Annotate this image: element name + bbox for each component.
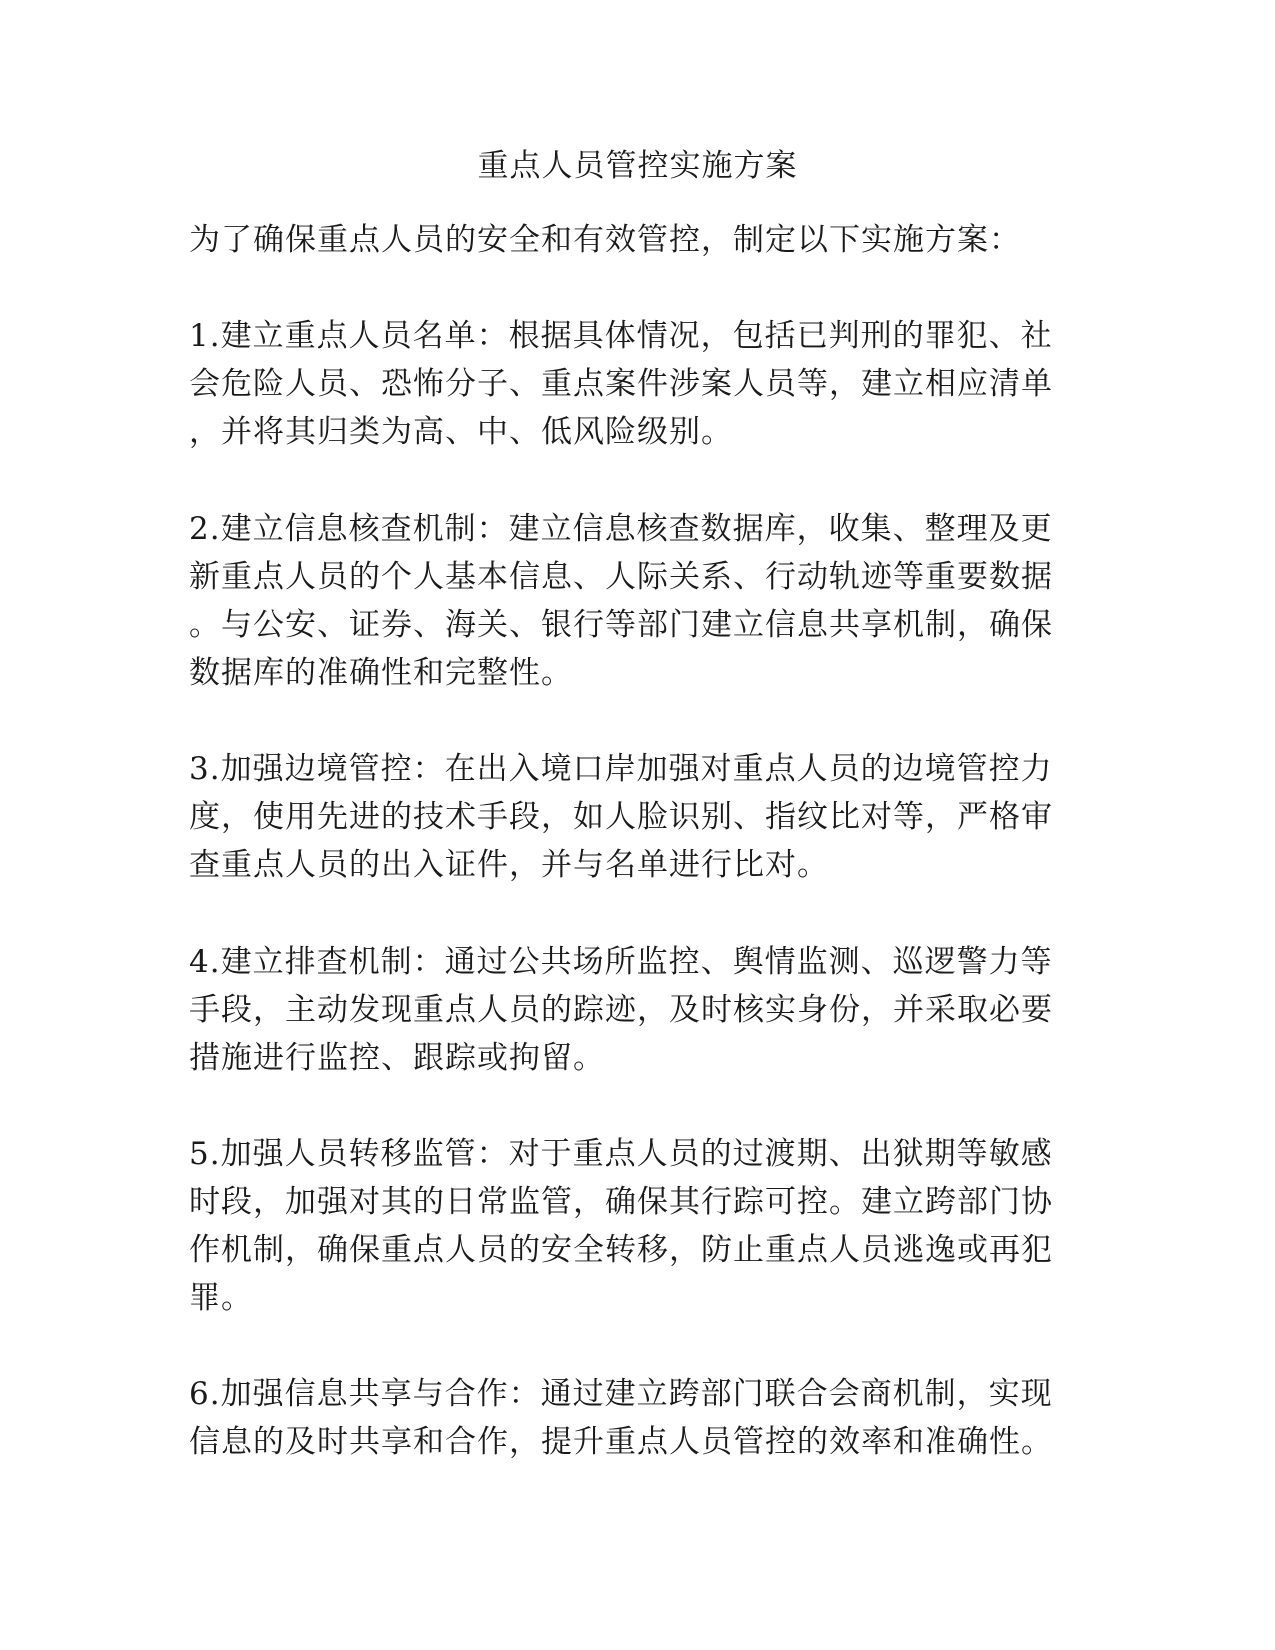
section-1-paragraph: 1.建立重点人员名单：根据具体情况，包括已判刑的罪犯、社 会危险人员、恐怖分子、重点案件涉案人员等，建立相应清单 ，并将其归类为高、中、低风险级别。 (189, 318, 1053, 450)
section-6-paragraph: 6.加强信息共享与合作：通过建立跨部门联合会商机制，实现 信息的及时共享和合作，提升重点人员管控的效率和准确性。 (189, 1376, 1053, 1460)
intro-paragraph: 为了确保重点人员的安全和有效管控，制定以下实施方案： (189, 222, 1021, 258)
section-3-paragraph: 3.加强边境管控：在出入境口岸加强对重点人员的边境管控力 度，使用先进的技术手段，如人脸识别、指纹比对等，严格审 查重点人员的出入证件，并与名单进行比对。 (189, 751, 1053, 883)
section-2-paragraph: 2.建立信息核查机制：建立信息核查数据库，收集、整理及更 新重点人员的个人基本信息、人际关系、行动轨迹等重要数据 。与公安、证券、海关、银行等部门建立信息共享机制，确保 数据库的准确性和完整性。 (189, 511, 1053, 691)
document-title: 重点人员管控实施方案 (477, 148, 798, 184)
section-4-paragraph: 4.建立排查机制：通过公共场所监控、舆情监测、巡逻警力等 手段，主动发现重点人员的踪迹，及时核实身份，并采取必要 措施进行监控、跟踪或拘留。 (189, 944, 1053, 1076)
section-5-paragraph: 5.加强人员转移监管：对于重点人员的过渡期、出狱期等敏感 时段，加强对其的日常监管，确保其行踪可控。建立跨部门协 作机制，确保重点人员的安全转移，防止重点人员逃逸或再犯 罪。 (189, 1136, 1053, 1316)
